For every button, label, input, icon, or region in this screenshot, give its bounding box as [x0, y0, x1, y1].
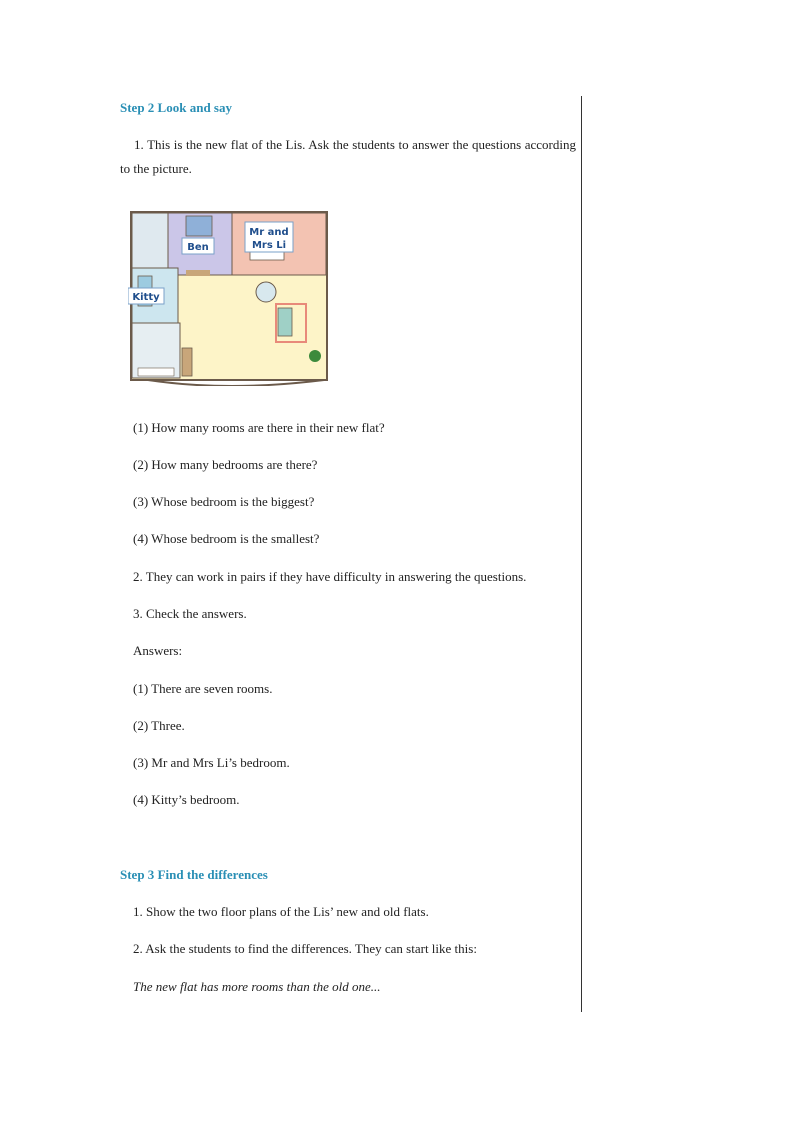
floor-plan-image [128, 208, 330, 386]
question-4: (4) Whose bedroom is the smallest? [133, 531, 320, 546]
step2-heading: Step 2 Look and say [120, 100, 232, 115]
floorplan-label-parents-line1: Mr and [249, 227, 289, 238]
answer-4: (4) Kitty’s bedroom. [133, 792, 240, 807]
pairs-instruction: 2. They can work in pairs if they have difficulty in answering the questions. [133, 569, 527, 584]
floorplan-label-kitty: Kitty [132, 292, 160, 303]
question-2: (2) How many bedrooms are there? [133, 457, 318, 472]
answer-3: (3) Mr and Mrs Li’s bedroom. [133, 755, 290, 770]
step3-example: The new flat has more rooms than the old one... [133, 979, 381, 994]
step3-item-2: 2. Ask the students to find the differences. They can start like this: [133, 941, 477, 956]
question-3: (3) Whose bedroom is the biggest? [133, 494, 315, 509]
column-rule [581, 96, 582, 1012]
step2-intro: 1. This is the new flat of the Lis. Ask the students to answer the questions according to the picture. [120, 137, 576, 176]
floorplan-label-ben: Ben [187, 242, 209, 253]
step3-heading: Step 3 Find the differences [120, 867, 268, 882]
check-instruction: 3. Check the answers. [133, 606, 247, 621]
answer-2: (2) Three. [133, 718, 185, 733]
answers-label: Answers: [133, 643, 183, 658]
step3-item-1: 1. Show the two floor plans of the Lis’ new and old flats. [133, 904, 429, 919]
floorplan-label-parents-line2: Mrs Li [251, 240, 287, 251]
answer-1: (1) There are seven rooms. [133, 681, 273, 696]
question-1: (1) How many rooms are there in their new flat? [133, 420, 385, 435]
